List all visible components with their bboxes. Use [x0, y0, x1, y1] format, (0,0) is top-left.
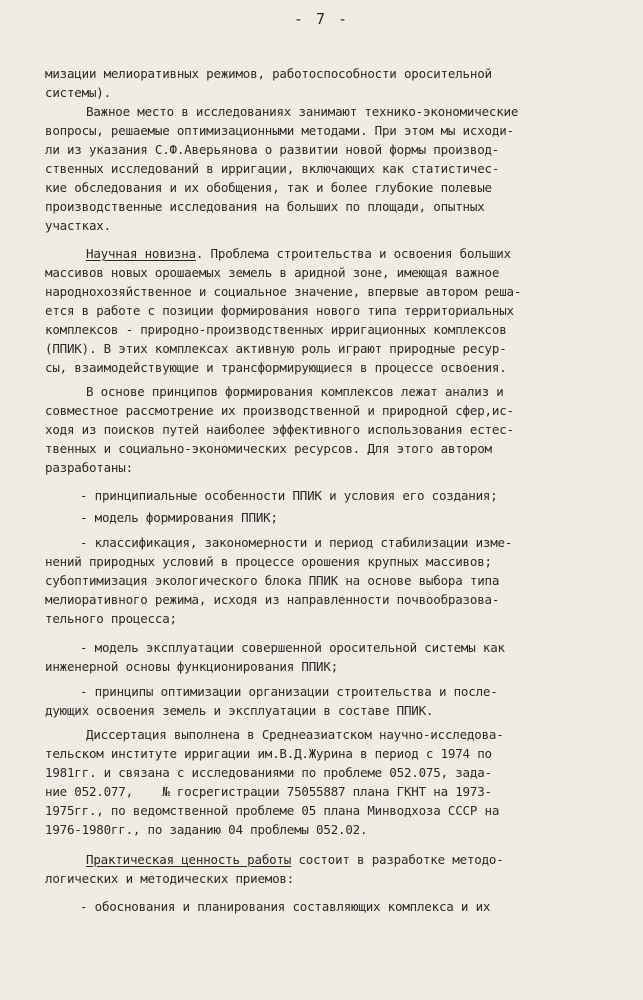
text-line: тельском институте ирригации им.В.Д.Журина в период с 1974 по [45, 746, 492, 761]
heading-practical-value: Практическая ценность работы [86, 852, 292, 867]
text-line: твенных и социально-экономических ресурсов. Для этого автором [45, 441, 492, 456]
heading-scientific-novelty: Научная новизна [86, 246, 196, 261]
text-line: мизации мелиоративных режимов, работоспособности оросительной [45, 66, 492, 81]
text-line: ется в работе с позиции формирования нового типа территориальных [45, 303, 514, 318]
text-line: совместное рассмотрение их производственной и природной сфер,ис- [45, 403, 514, 418]
text-line: состоит в разработке методо- [291, 852, 504, 867]
page-number: - 7 - [293, 10, 350, 28]
text-line: массивов новых орошаемых земель в аридной зоне, имеющая важное [45, 265, 500, 280]
text-line: логических и методических приемов: [45, 871, 295, 886]
text-line: Важное место в исследованиях занимают технико-экономические [86, 104, 519, 119]
list-item: - классификация, закономерности и период стабилизации изме- [80, 535, 513, 550]
text-line: (ППИК). В этих комплексах активную роль играют природные ресур- [45, 341, 507, 356]
text-line: дующих освоения земель и эксплуатации в составе ППИК. [45, 703, 434, 718]
text-line: разработаны: [45, 460, 133, 475]
text-line: субоптимизация экологического блока ППИК на основе выбора типа [45, 573, 500, 588]
text-line: нений природных условий в процессе орошения крупных массивов; [45, 554, 492, 569]
text-line: сы, взаимодействующие и трансформирующиеся в процессе освоения. [45, 360, 507, 375]
list-item: - принципиальные особенности ППИК и условия его создания; [80, 488, 498, 503]
text-line: 1981гг. и связана с исследованиями по проблеме 052.075, зада- [45, 765, 492, 780]
text-line: ние 052.077, № госрегистрации 75055887 плана ГКНТ на 1973- [45, 784, 492, 799]
list-item: - модель формирования ППИК; [80, 510, 278, 525]
text-line: комплексов - природно-производственных ирригационных комплексов [45, 322, 507, 337]
text-line: . Проблема строительства и освоения больших [195, 246, 511, 261]
text-line: тельного процесса; [45, 611, 177, 626]
list-item: - модель эксплуатации совершенной оросительной системы как [80, 640, 505, 655]
text-line: народнохозяйственное и социальное значение, впервые автором реша- [45, 284, 522, 299]
text-line: инженерной основы функционирования ППИК; [45, 659, 339, 674]
text-line: Диссертация выполнена в Среднеазиатском научно-исследова- [86, 727, 504, 742]
list-item: - принципы оптимизации организации строительства и после- [80, 684, 498, 699]
section-heading-line [86, 852, 504, 868]
text-line: вопросы, решаемые оптимизационными методами. При этом мы исходи- [45, 123, 514, 138]
text-line: ли из указания С.Ф.Аверьянова о развитии новой формы производ- [45, 142, 500, 157]
text-line: системы). [45, 85, 111, 100]
list-item: - обоснования и планирования составляющих комплекса и их [80, 899, 491, 914]
text-line: участках. [45, 218, 111, 233]
text-line: ственных исследований в ирригации, включающих как статистичес- [45, 161, 500, 176]
text-line: 1976-1980гг., по заданию 04 проблемы 052.02. [45, 822, 368, 837]
text-line: ходя из поисков путей наиболее эффективного использования естес- [45, 422, 514, 437]
text-line: производственные исследования на больших по площади, опытных [45, 199, 485, 214]
section-heading-line [86, 246, 511, 262]
text-line: мелиоративного режима, исходя из направленности почвообразова- [45, 592, 500, 607]
text-line: кие обследования и их обобщения, так и более глубокие полевые [45, 180, 492, 195]
text-line: 1975гг., по ведомственной проблеме 05 плана Минводхоза СССР на [45, 803, 500, 818]
text-line: В основе принципов формирования комплексов лежат анализ и [86, 384, 504, 399]
